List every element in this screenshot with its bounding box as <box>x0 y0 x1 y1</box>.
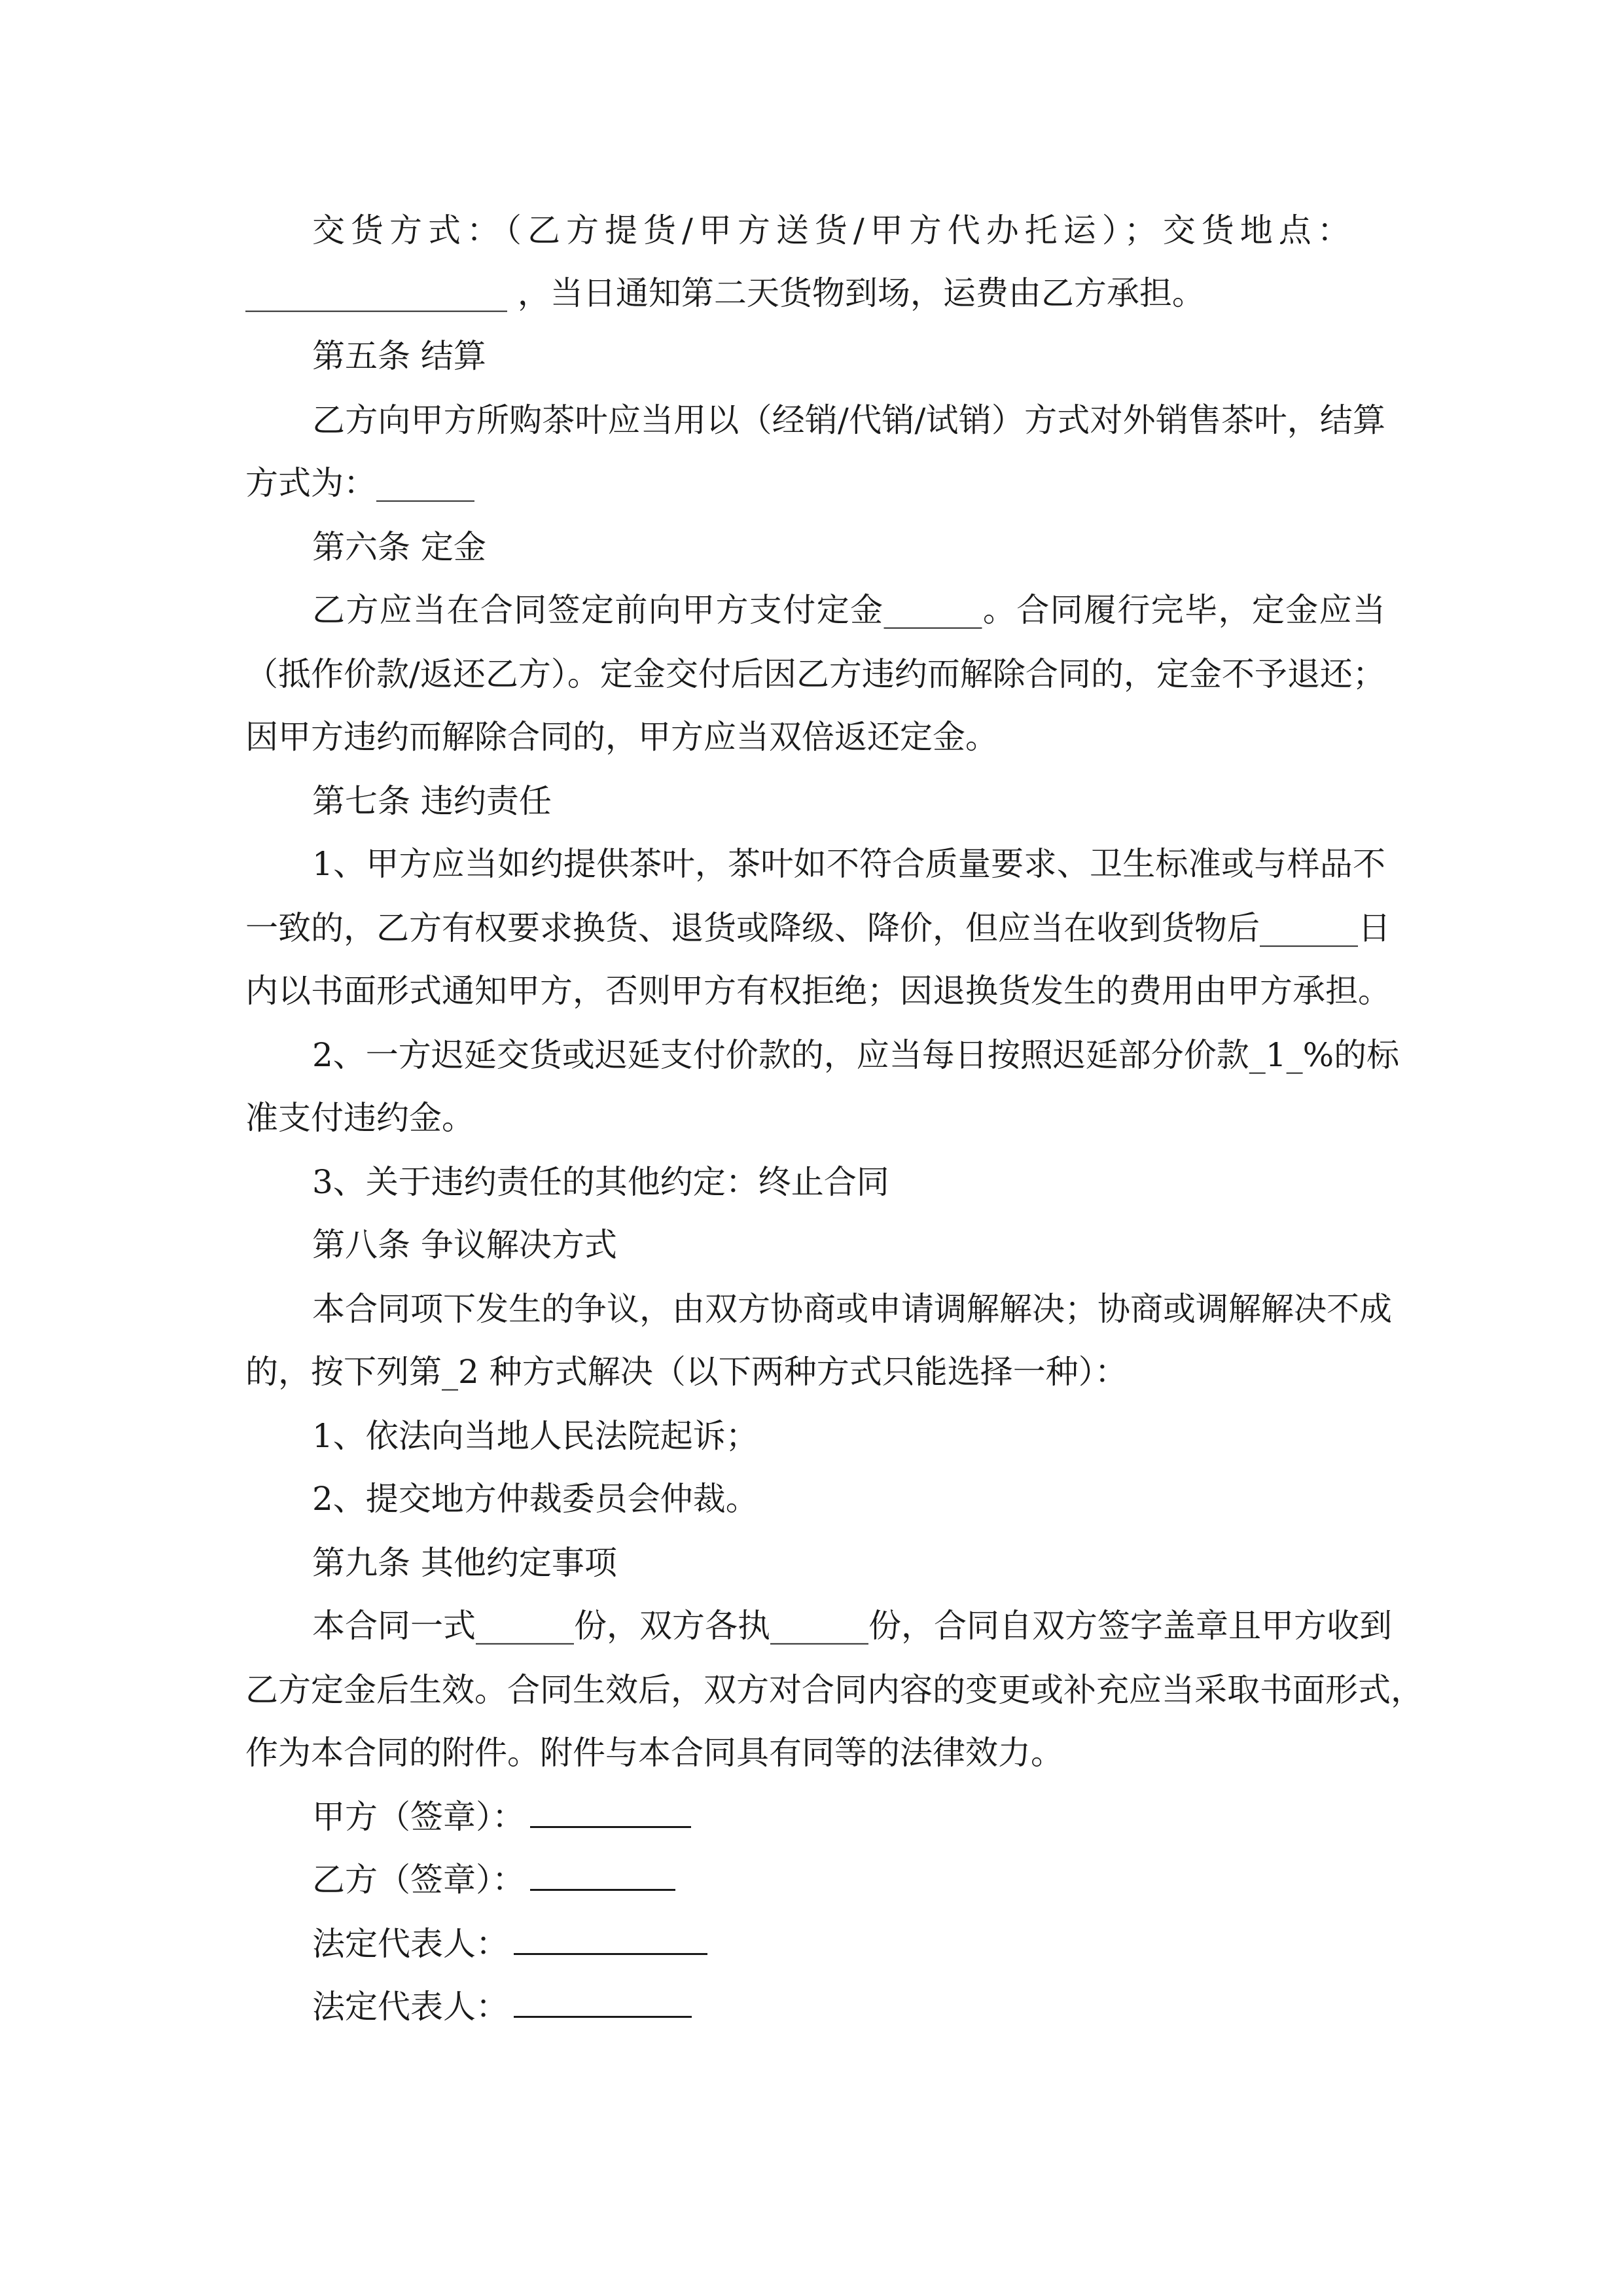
dispute-line-2: 的，按下列第_2 种方式解决（以下两种方式只能选择一种）： <box>245 1353 1128 1391</box>
signature-party-b-blank <box>530 1860 675 1891</box>
dispute-option-1: 1、依法向当地人民法院起诉； <box>312 1417 758 1455</box>
legal-rep-a-label: 法定代表人： <box>312 1925 508 1963</box>
signature-party-a-blank <box>530 1797 691 1828</box>
signature-party-a <box>312 1797 1385 1837</box>
legal-rep-a <box>312 1924 1385 1964</box>
article-8-heading: 第八条 争议解决方式 <box>312 1226 617 1264</box>
other-terms-line-3: 作为本合同的附件。附件与本合同具有同等的法律效力。 <box>245 1734 1063 1772</box>
legal-rep-b-blank <box>514 1987 692 2018</box>
legal-rep-b-label: 法定代表人： <box>312 1988 508 2026</box>
article-5-heading: 第五条 结算 <box>312 337 486 375</box>
signature-party-b-label: 乙方（签章）： <box>312 1861 525 1899</box>
other-terms-line-2: 乙方定金后生效。合同生效后，双方对合同内容的变更或补充应当采取书面形式， <box>245 1671 1423 1709</box>
dispute-line-1: 本合同项下发生的争议，由双方协商或申请调解解决；协商或调解解决不成 <box>312 1290 1392 1328</box>
liability-1-line-1: 1、甲方应当如约提供茶叶，茶叶如不符合质量要求、卫生标准或与样品不 <box>312 845 1385 883</box>
signature-party-b <box>312 1860 1385 1899</box>
deposit-line-3: 因甲方违约而解除合同的，甲方应当双倍返还定金。 <box>245 718 998 756</box>
liability-2-line-1: 2、一方迟延交货或迟延支付价款的，应当每日按照迟延部分价款_1_%的标 <box>312 1036 1400 1074</box>
settlement-line-1: 乙方向甲方所购茶叶应当用以（经销/代销/试销）方式对外销售茶叶，结算 <box>312 401 1385 439</box>
deposit-line-1: 乙方应当在合同签定前向甲方支付定金______。合同履行完毕，定金应当 <box>312 591 1385 629</box>
other-terms-line-1: 本合同一式______份，双方各执______份，合同自双方签字盖章且甲方收到 <box>312 1607 1392 1645</box>
article-9-heading: 第九条 其他约定事项 <box>312 1544 617 1582</box>
dispute-option-2: 2、提交地方仲裁委员会仲裁。 <box>312 1480 758 1518</box>
article-7-heading: 第七条 违约责任 <box>312 782 552 820</box>
liability-1-line-2: 一致的，乙方有权要求换货、退货或降级、降价，但应当在收到货物后______日 <box>245 909 1391 947</box>
liability-1-line-3: 内以书面形式通知甲方，否则甲方有权拒绝；因退换货发生的费用由甲方承担。 <box>245 972 1391 1010</box>
settlement-line-2: 方式为：______ <box>245 464 474 502</box>
deposit-line-2: （抵作价款/返还乙方）。定金交付后因乙方违约而解除合同的，定金不予退还； <box>245 655 1385 693</box>
liability-3-line: 3、关于违约责任的其他约定：终止合同 <box>312 1163 889 1201</box>
legal-rep-a-blank <box>514 1924 707 1955</box>
delivery-location-line: ________________ ，当日通知第二天货物到场，运费由乙方承担。 <box>245 274 1205 312</box>
delivery-method-line: 交货方式：（乙方提货/甲方送货/甲方代办托运）；交货地点： <box>312 211 1356 249</box>
legal-rep-b <box>312 1987 1385 2026</box>
signature-party-a-label: 甲方（签章）： <box>312 1798 525 1836</box>
article-6-heading: 第六条 定金 <box>312 528 486 566</box>
liability-2-line-2: 准支付违约金。 <box>245 1099 474 1137</box>
